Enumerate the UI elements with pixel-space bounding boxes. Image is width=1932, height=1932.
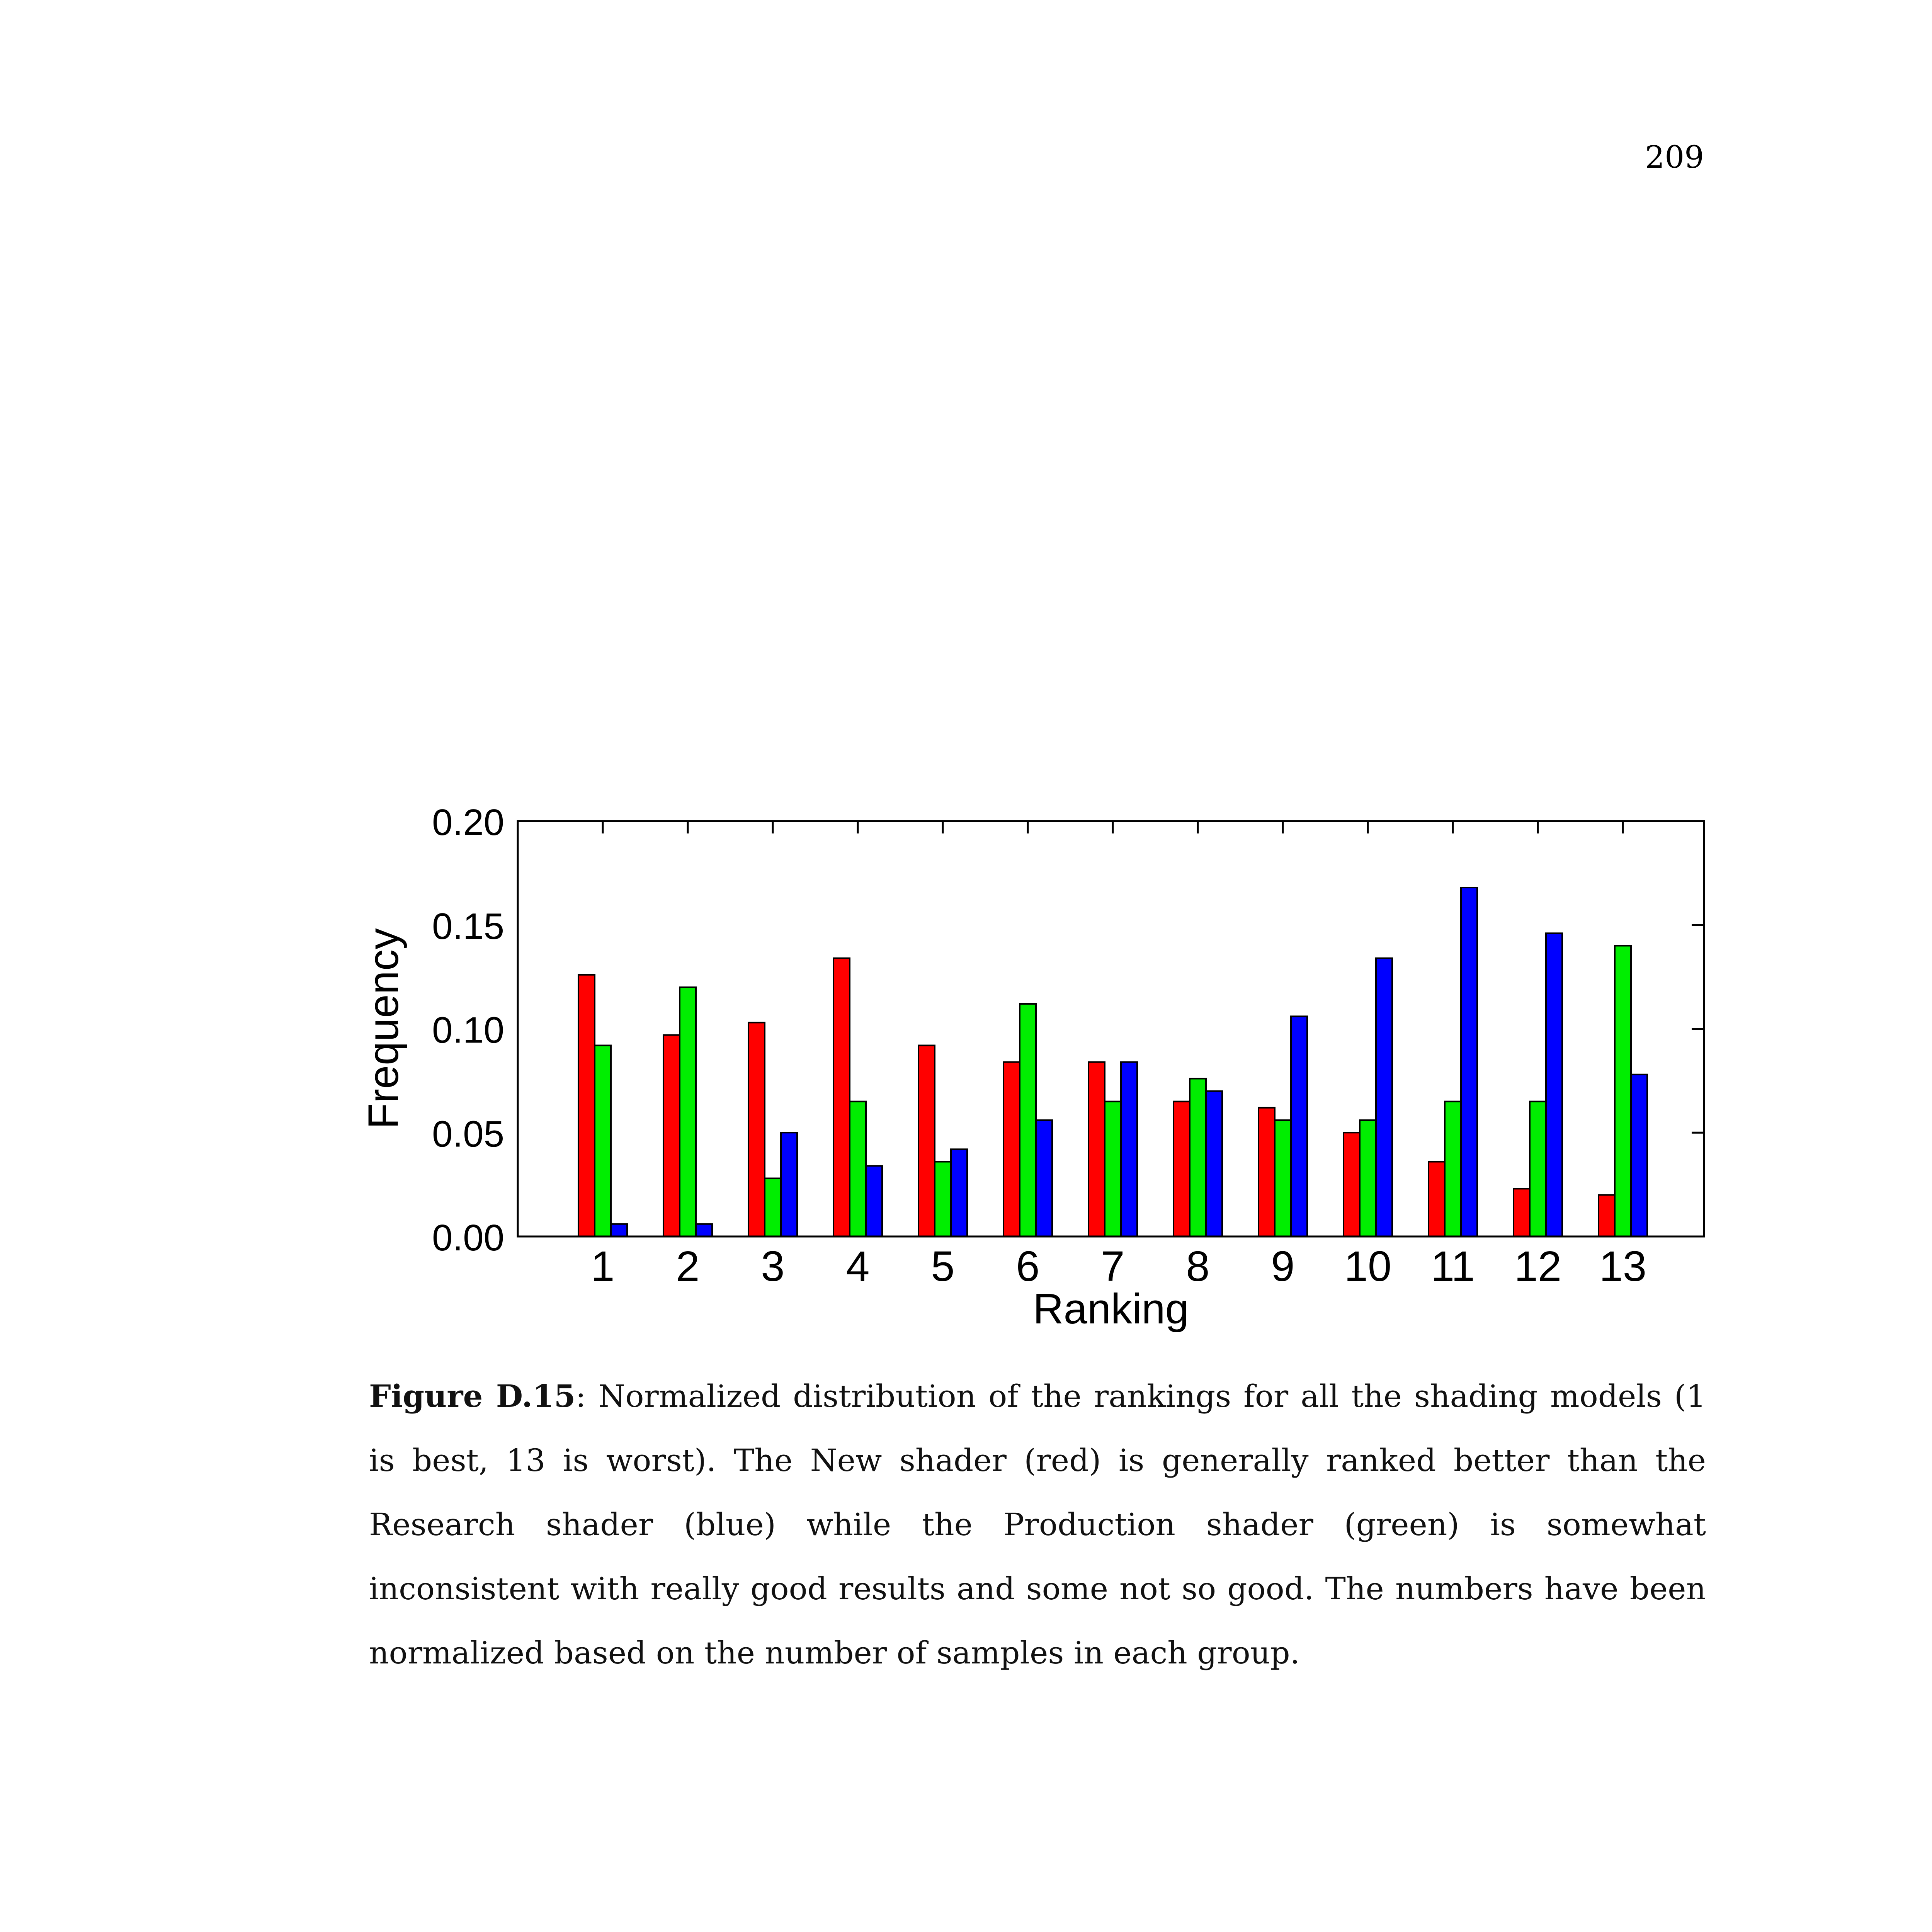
bar-s3-13: [1631, 1075, 1647, 1236]
bar-s2-5: [935, 1162, 951, 1237]
bar-s3-2: [696, 1224, 712, 1236]
bar-s3-11: [1461, 888, 1477, 1236]
bar-s2-7: [1105, 1102, 1121, 1236]
bars-group: [578, 888, 1647, 1236]
bar-s1-6: [1003, 1062, 1020, 1237]
x-tick-label-13: 13: [1599, 1243, 1647, 1290]
figure-caption: [369, 1364, 1706, 1685]
y-tick-label-0.20: 0.20: [432, 802, 504, 843]
bar-s2-10: [1360, 1120, 1376, 1236]
bar-s2-6: [1020, 1004, 1036, 1236]
x-tick-label-2: 2: [676, 1243, 700, 1290]
bar-s1-7: [1088, 1062, 1105, 1237]
y-tick-label-0.05: 0.05: [432, 1113, 504, 1155]
x-tick-label-3: 3: [761, 1243, 785, 1290]
bar-s1-9: [1259, 1108, 1275, 1236]
bar-s1-11: [1429, 1162, 1445, 1237]
x-tick-label-8: 8: [1186, 1243, 1210, 1290]
bar-s1-3: [748, 1022, 765, 1236]
figure-label: Figure D.15: [369, 1378, 576, 1414]
y-tick-label-0.15: 0.15: [432, 905, 504, 947]
bar-s1-4: [833, 958, 850, 1236]
x-tick-label-9: 9: [1271, 1243, 1295, 1290]
x-axis-label: Ranking: [1033, 1285, 1189, 1333]
x-tick-label-11: 11: [1430, 1243, 1475, 1290]
y-axis-label: Frequency: [360, 928, 407, 1129]
x-tick-label-5: 5: [931, 1243, 955, 1290]
bar-s3-5: [951, 1149, 967, 1236]
bar-s2-4: [850, 1102, 866, 1236]
bar-s1-12: [1514, 1189, 1530, 1236]
x-tick-label-12: 12: [1514, 1243, 1562, 1290]
x-tick-label-1: 1: [591, 1243, 615, 1290]
bar-s3-1: [611, 1224, 627, 1236]
bar-s2-13: [1615, 946, 1631, 1237]
bar-s3-3: [781, 1133, 797, 1236]
bar-s1-5: [918, 1046, 935, 1237]
bar-s1-1: [578, 975, 595, 1236]
bar-s2-12: [1530, 1102, 1546, 1236]
bar-s3-12: [1546, 933, 1562, 1236]
x-tick-label-6: 6: [1016, 1243, 1040, 1290]
bar-s2-2: [680, 987, 696, 1236]
bar-s3-6: [1036, 1120, 1052, 1236]
bar-s1-2: [663, 1035, 680, 1236]
x-tick-label-4: 4: [846, 1243, 870, 1290]
bar-s3-8: [1206, 1091, 1222, 1236]
y-tick-label-0.00: 0.00: [432, 1217, 504, 1259]
bar-s2-11: [1445, 1102, 1461, 1236]
x-tick-label-7: 7: [1101, 1243, 1125, 1290]
page-number: 209: [1645, 139, 1704, 175]
bar-s2-9: [1275, 1120, 1291, 1236]
x-tick-label-10: 10: [1344, 1243, 1392, 1290]
y-tick-label-0.10: 0.10: [432, 1009, 504, 1051]
caption-text: : Normalized distribution of the rankings for all the shading models (1 is best, 13 is worst). The New shader (red) is generally ranked better than the Research shader (blue) while the Production shader (green) is somewhat inconsistent with really good results and some not so good. The numbers have been normalized based on the number of samples in each group.: [369, 1378, 1706, 1671]
bar-s2-3: [765, 1179, 781, 1237]
bar-s1-13: [1599, 1195, 1615, 1237]
bar-s2-1: [595, 1046, 611, 1237]
bar-s3-9: [1291, 1016, 1307, 1236]
bar-s3-4: [866, 1166, 882, 1236]
bar-s3-7: [1121, 1062, 1137, 1237]
bar-s2-8: [1190, 1079, 1206, 1237]
bar-s1-8: [1173, 1102, 1190, 1236]
bar-s1-10: [1344, 1133, 1360, 1236]
bar-s3-10: [1376, 958, 1392, 1236]
